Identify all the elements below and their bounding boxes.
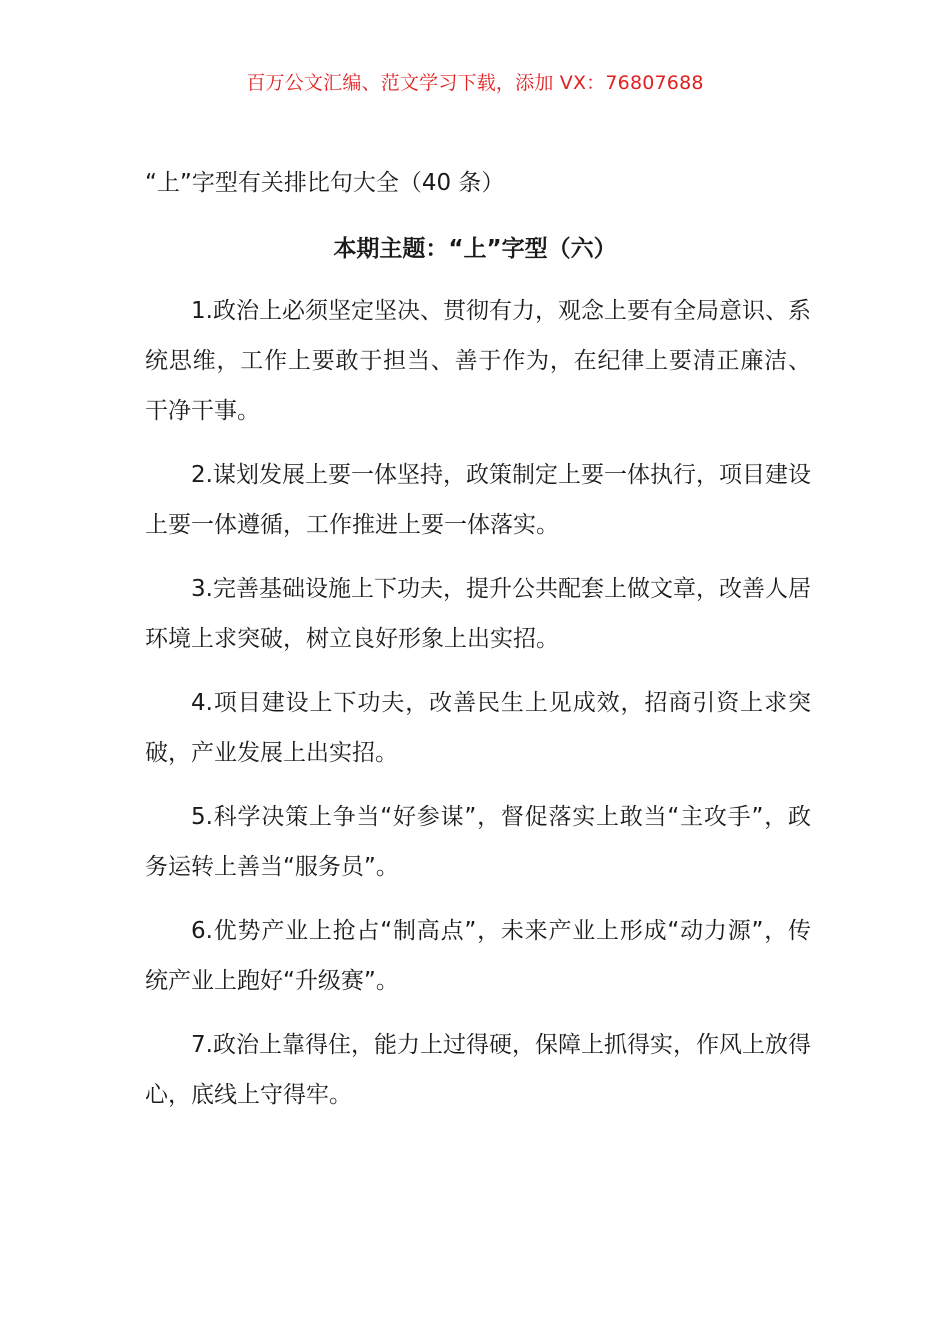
list-item: 4.项目建设上下功夫，改善民生上见成效，招商引资上求突破，产业发展上出实招。 [145, 690, 811, 766]
list-item: 6.优势产业上抢占“制高点”，未来产业上形成“动力源”，传统产业上跑好“升级赛”。 [145, 918, 811, 994]
header-note: 百万公文汇编、范文学习下载，添加 VX：76807688 [246, 72, 704, 94]
list-item: 2.谋划发展上要一体坚持，政策制定上要一体执行，项目建设上要一体遵循，工作推进上要一体落实。 [145, 462, 811, 538]
list-item: 1.政治上必须坚定坚决、贯彻有力，观念上要有全局意识、系统思维，工作上要敢于担当、善于作为，在纪律上要清正廉洁、干净干事。 [145, 298, 811, 424]
document-title: “上”字型有关排比句大全（40 条） [145, 170, 505, 196]
list-item: 7.政治上靠得住，能力上过得硬，保障上抓得实，作风上放得心，底线上守得牢。 [145, 1032, 811, 1108]
subject-heading: 本期主题：“上”字型（六） [333, 236, 617, 262]
list-item: 5.科学决策上争当“好参谋”，督促落实上敢当“主攻手”，政务运转上善当“服务员”。 [145, 804, 811, 880]
list-item: 3.完善基础设施上下功夫，提升公共配套上做文章，改善人居环境上求突破，树立良好形象上出实招。 [145, 576, 811, 652]
sentence-list [145, 286, 811, 1134]
